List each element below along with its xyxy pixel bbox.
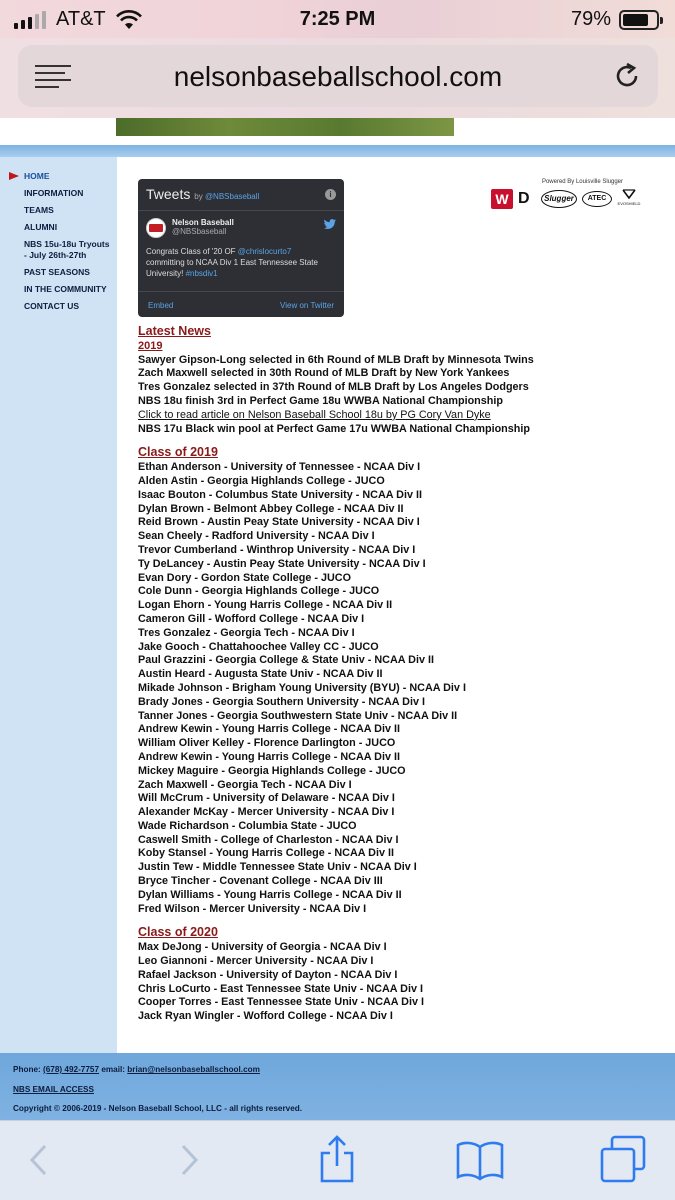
clock: 7:25 PM: [299, 8, 376, 30]
news-item: Tres Gonzalez selected in 37th Round of MLB Draft by Los Angeles Dodgers: [138, 381, 529, 394]
list-item: Evan Dory - Gordon State College - JUCO: [138, 571, 351, 584]
wilson-logo[interactable]: W: [491, 189, 513, 209]
list-item: Austin Heard - Augusta State Univ - NCAA Div II: [138, 668, 383, 681]
sidebar-item-past-seasons[interactable]: PAST SEASONS: [24, 267, 90, 277]
class-2019-list: [138, 461, 658, 916]
evoshield-logo[interactable]: EVOSHIELD: [617, 189, 641, 209]
list-item: Trevor Cumberland - Winthrop University - NCAA Div I: [138, 543, 416, 556]
sidebar-item-community[interactable]: IN THE COMMUNITY: [24, 284, 107, 294]
class-2020-title: Class of 2020: [138, 925, 218, 940]
news-item: NBS 18u finish 3rd in Perfect Game 18u WWBA National Championship: [138, 394, 503, 407]
list-item: Sean Cheely - Radford University - NCAA Div I: [138, 530, 375, 543]
tweet-widget-title: Tweets: [146, 186, 191, 202]
header-divider: [0, 145, 675, 157]
list-item: Jake Gooch - Chattahoochee Valley CC - JUCO: [138, 640, 379, 653]
list-item: Leo Giannoni - Mercer University - NCAA Div I: [138, 955, 374, 968]
sidebar-item-contact[interactable]: CONTACT US: [24, 301, 80, 311]
atec-logo[interactable]: ATEC: [582, 191, 612, 207]
tweet-text: Congrats Class of '20 OF @chrislocurto7 committing to NCAA Div 1 East Tennessee State University! #nbsdiv1: [146, 247, 318, 278]
embed-link[interactable]: Embed: [148, 301, 174, 310]
list-item: Paul Grazzini - Georgia College & State Univ - NCAA Div II: [138, 654, 434, 667]
tweet-account-handle[interactable]: @NBSbaseball: [172, 227, 227, 236]
battery-percent: 79%: [570, 8, 611, 30]
louisville-slugger-logo[interactable]: Slugger: [541, 190, 577, 208]
list-item: Cameron Gill - Wofford College - NCAA Div I: [138, 612, 365, 625]
sponsor-logos: [491, 179, 653, 219]
avatar[interactable]: [146, 218, 166, 238]
address-bar[interactable]: [18, 45, 658, 107]
class-2019-title: Class of 2019: [138, 445, 218, 460]
news-content: [138, 325, 658, 1024]
list-item: Mikade Johnson - Brigham Young University (BYU) - NCAA Div I: [138, 681, 466, 694]
main-content: [117, 157, 675, 1053]
list-item: Will McCrum - University of Delaware - NCAA Div I: [138, 792, 395, 805]
news-list: [138, 354, 658, 409]
sidebar-item-alumni[interactable]: ALUMNI: [24, 222, 58, 232]
list-item: Ty DeLancey - Austin Peay State University - NCAA Div I: [138, 557, 426, 570]
sidebar-nav: [0, 157, 117, 1053]
list-item: Koby Stansel - Young Harris College - NCAA Div II: [138, 847, 394, 860]
carrier-label: AT&T: [56, 8, 106, 30]
status-bar: [0, 0, 675, 38]
sidebar-item-information[interactable]: INFORMATION: [24, 188, 84, 198]
class-2020-list: [138, 941, 658, 1024]
tweet-mention-link[interactable]: @chrislocurto7: [237, 247, 292, 256]
header-image: [116, 118, 454, 136]
article-link[interactable]: Click to read article on Nelson Baseball School 18u by PG Cory Van Dyke: [138, 408, 491, 421]
bookmarks-icon[interactable]: [453, 1133, 507, 1187]
list-item: Zach Maxwell - Georgia Tech - NCAA Div I: [138, 778, 352, 791]
list-item: Caswell Smith - College of Charleston - NCAA Div I: [138, 833, 399, 846]
copyright: Copyright © 2006-2019 - Nelson Baseball School, LLC - all rights reserved.: [13, 1104, 303, 1113]
share-icon[interactable]: [310, 1133, 364, 1187]
site-footer: Phone: (678) 492-7757 email: brian@nelsonbaseballschool.com NBS EMAIL ACCESS Copyright © 2006-2019 - Nelson Baseball School, LLC - all rights reserved.: [0, 1053, 675, 1120]
list-item: Cooper Torres - East Tennessee State Univ - NCAA Div I: [138, 996, 424, 1009]
list-item: Dylan Brown - Belmont Abbey College - NCAA Div II: [138, 502, 404, 515]
list-item: Alexander McKay - Mercer University - NCAA Div I: [138, 806, 395, 819]
twitter-bird-icon[interactable]: [324, 219, 336, 229]
list-item: Cole Dunn - Georgia Highlands College - JUCO: [138, 585, 380, 598]
list-item: Jack Ryan Wingler - Wofford College - NCAA Div I: [138, 1010, 393, 1023]
reload-icon[interactable]: [612, 61, 642, 91]
list-item: Ethan Anderson - University of Tennessee - NCAA Div I: [138, 461, 421, 474]
info-icon[interactable]: i: [325, 189, 336, 200]
list-item: Reid Brown - Austin Peay State University - NCAA Div I: [138, 516, 420, 529]
list-item: Tres Gonzalez - Georgia Tech - NCAA Div I: [138, 626, 355, 639]
list-item: Andrew Kewin - Young Harris College - NCAA Div II: [138, 750, 400, 763]
browser-toolbar: [0, 38, 675, 118]
list-item: Dylan Williams - Young Harris College - NCAA Div II: [138, 888, 402, 901]
tabs-icon[interactable]: [598, 1133, 652, 1187]
list-item: Alden Astin - Georgia Highlands College - JUCO: [138, 474, 385, 487]
phone-link[interactable]: (678) 492-7757: [43, 1065, 100, 1074]
list-item: Logan Ehorn - Young Harris College - NCAA Div II: [138, 599, 393, 612]
list-item: Rafael Jackson - University of Dayton - NCAA Div I: [138, 968, 398, 981]
list-item: Mickey Maguire - Georgia Highlands College - JUCO: [138, 764, 406, 777]
list-item: William Oliver Kelley - Florence Darlington - JUCO: [138, 737, 396, 750]
forward-icon[interactable]: [162, 1133, 216, 1187]
list-item: Brady Jones - Georgia Southern University - NCAA Div I: [138, 695, 425, 708]
tweet-by-label: by: [194, 192, 203, 201]
news-item: NBS 17u Black win pool at Perfect Game 17u WWBA National Championship: [138, 422, 530, 435]
sidebar-item-teams[interactable]: TEAMS: [24, 205, 54, 215]
list-item: Max DeJong - University of Georgia - NCAA Div I: [138, 941, 387, 954]
list-item: Isaac Bouton - Columbus State University - NCAA Div II: [138, 488, 422, 501]
back-icon[interactable]: [12, 1133, 66, 1187]
sponsor-caption: Powered By Louisville Slugger: [541, 179, 623, 185]
demarini-logo[interactable]: D: [518, 190, 530, 207]
list-item: Chris LoCurto - East Tennessee State Univ - NCAA Div I: [138, 982, 423, 995]
list-item: Wade Richardson - Columbia State - JUCO: [138, 819, 357, 832]
tweet-hashtag-link[interactable]: #nbsdiv1: [185, 269, 218, 278]
tweet-handle-link[interactable]: @NBSbaseball: [204, 192, 260, 201]
evoshield-mark-icon: [622, 189, 636, 199]
list-item: Andrew Kewin - Young Harris College - NCAA Div II: [138, 723, 400, 736]
list-item: Tanner Jones - Georgia Southwestern State Univ - NCAA Div II: [138, 709, 458, 722]
tweet-account-name[interactable]: Nelson Baseball: [172, 218, 234, 227]
email-access-link[interactable]: NBS EMAIL ACCESS: [13, 1085, 94, 1094]
list-item: Fred Wilson - Mercer University - NCAA Div I: [138, 902, 367, 915]
browser-bottom-toolbar: [0, 1120, 675, 1200]
sidebar-item-home[interactable]: HOME: [24, 171, 112, 182]
list-item: Justin Tew - Middle Tennessee State Univ - NCAA Div I: [138, 861, 417, 874]
latest-news-title: Latest News: [138, 324, 211, 338]
twitter-widget: [138, 179, 344, 317]
arrow-right-icon: [9, 172, 19, 180]
battery-icon: [619, 10, 659, 30]
url-text[interactable]: nelsonbaseballschool.com: [173, 61, 503, 92]
news-item: Zach Maxwell selected in 30th Round of MLB Draft by New York Yankees: [138, 367, 510, 380]
email-link[interactable]: brian@nelsonbaseballschool.com: [127, 1065, 260, 1074]
news-item: Sawyer Gipson-Long selected in 6th Round of MLB Draft by Minnesota Twins: [138, 353, 534, 366]
view-on-twitter-link[interactable]: View on Twitter: [280, 301, 334, 310]
news-year: 2019: [138, 339, 163, 352]
list-item: Bryce Tincher - Covenant College - NCAA Div III: [138, 875, 383, 888]
sidebar-item-tryouts[interactable]: NBS 15u-18u Tryouts - July 26th-27th: [24, 239, 110, 260]
